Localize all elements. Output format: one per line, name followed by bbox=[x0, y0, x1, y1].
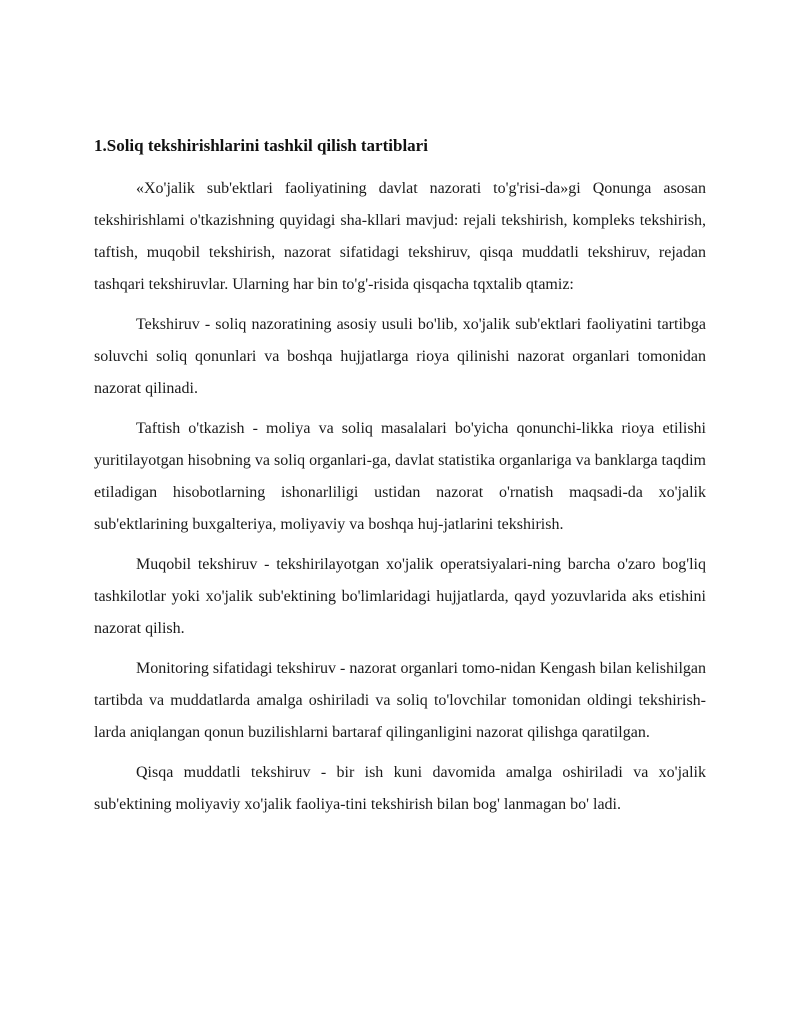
document-body bbox=[94, 134, 706, 821]
paragraph-audit-definition: Taftish o'tkazish - moliya va soliq masalalari bo'yicha qonunchi-likka rioya etilishi yuritilayotgan hisobning va soliq organlari-ga, davlat statistika organlariga va banklarga taqdim etiladigan hisobotlarning ishonarliligi ustidan nazorat o'rnatish maqsadi-da xo'jalik sub'ektlarining buxgalteriya, moliyaviy va boshqa huj-jatlarini tekshirish. bbox=[94, 420, 706, 533]
paragraph-forms-of-inspection: «Xo'jalik sub'ektlari faoliyatining davlat nazorati to'g'risi-da»gi Qonunga asosan tekshirishlami o'tkazishning quyidagi sha-kllari mavjud: rejali tekshirish, kompleks tekshirish, taftish, muqobil tekshirish, nazorat sifatidagi tekshiruv, qisqa muddatli tekshiruv, rejadan tashqari tekshiruvlar. Ularning har bin to'g'-risida qisqacha tqxtalib qtamiz: bbox=[94, 180, 706, 293]
paragraph-monitoring-inspection: Monitoring sifatidagi tekshiruv - nazorat organlari tomo-nidan Kengash bilan kelishilgan tartibda va muddatlarda amalga oshiriladi va soliq to'lovchilar tomonidan oldingi tekshirish-larda aniqlangan qonun buzilishlarni bartaraf qilinganligini nazorat qilishga qaratilgan. bbox=[94, 660, 706, 741]
section-heading: 1.Soliq tekshirishlarini tashkil qilish tartiblari bbox=[94, 136, 428, 155]
paragraph-inspection-definition: Tekshiruv - soliq nazoratining asosiy usuli bo'lib, xo'jalik sub'ektlari faoliyatini tartibga soluvchi soliq qonunlari va boshqa hujjatlarga rioya qilinishi nazorat organlari tomonidan nazorat qilinadi. bbox=[94, 316, 706, 397]
paragraph-short-term-inspection: Qisqa muddatli tekshiruv - bir ish kuni davomida amalga oshiriladi va xo'jalik sub'ektining moliyaviy xo'jalik faoliya-tini tekshirish bilan bog' lanmagan bo' ladi. bbox=[94, 764, 706, 813]
paragraph-cross-inspection: Muqobil tekshiruv - tekshirilayotgan xo'jalik operatsiyalari-ning barcha o'zaro bog'liq tashkilotlar yoki xo'jalik sub'ektining bo'limlaridagi hujjatlarda, qayd yozuvlarida aks etishini nazorat qilish. bbox=[94, 556, 706, 637]
